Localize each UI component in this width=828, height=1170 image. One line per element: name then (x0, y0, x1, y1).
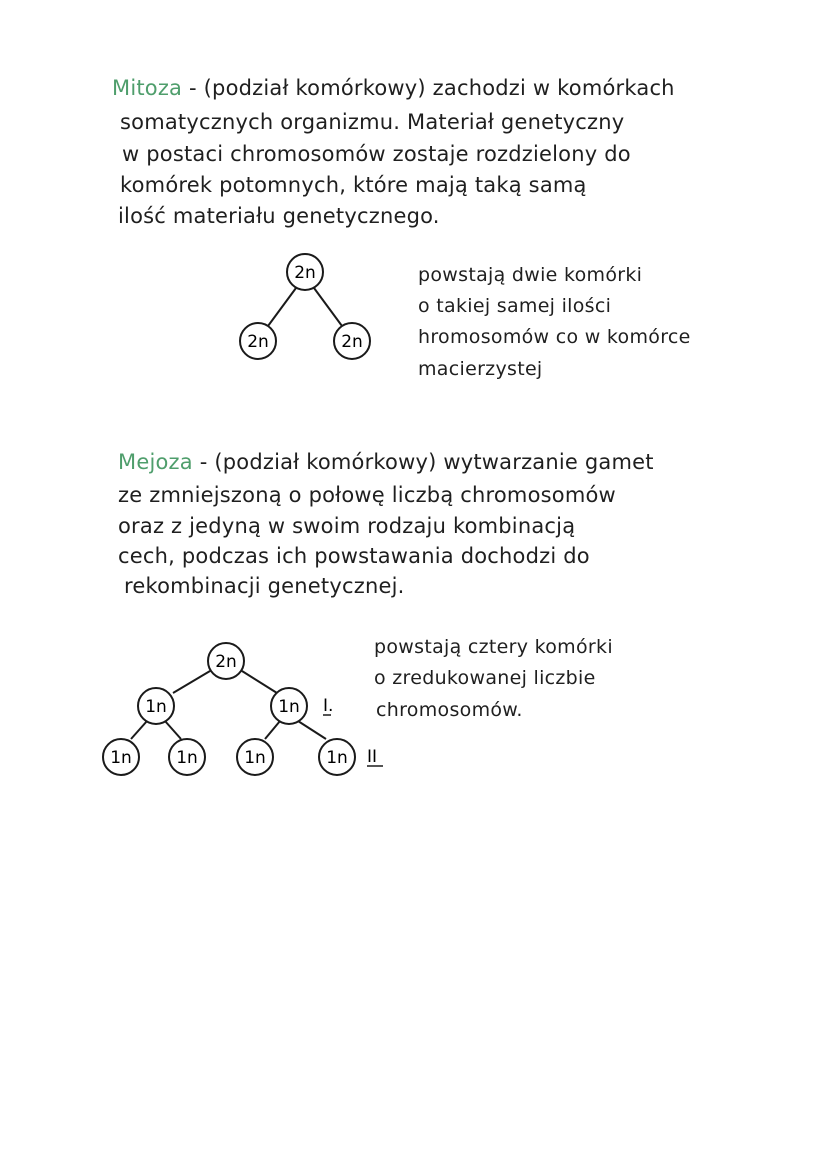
mitosis-note-line-2: o takiej samej ilości (418, 295, 612, 317)
meiosis-level1-cell-right (271, 688, 307, 724)
meiosis-level2-cell-3 (237, 739, 273, 775)
mitosis-line-1: Mitoza - (podział komórkowy) zachodzi w komórkach (112, 76, 675, 100)
mitosis-line-2: somatycznych organizmu. Materiał genetyczny (120, 110, 625, 134)
svg-text:1n: 1n (145, 697, 167, 717)
mitosis-line-5: ilość materiału genetycznego. (118, 204, 440, 228)
meiosis-note-line-3: chromosomów. (376, 699, 523, 721)
meiosis-line-3: oraz z jedyną w swoim rodzaju kombinacją (118, 514, 576, 538)
meiosis-level2-cell-2 (169, 739, 205, 775)
mitosis-note-line-3: hromosomów co w komórce (418, 326, 691, 348)
mitosis-line-4: komórek potomnych, które mają taką samą (120, 173, 587, 197)
meiosis-edge-root-left (173, 671, 210, 693)
meiosis-level2-cell-4 (319, 739, 355, 775)
svg-text:1n: 1n (278, 697, 300, 717)
svg-text:1n: 1n (110, 748, 132, 768)
meiosis-level2-cell-1 (103, 739, 139, 775)
mitosis-line-3: w postaci chromosomów zostaje rozdzielony do (122, 142, 631, 166)
meiosis-edge-root-right (242, 671, 277, 693)
svg-text:2n: 2n (294, 263, 316, 283)
meiosis-edge-r-left (265, 721, 280, 739)
meiosis-note-line-1: powstają cztery komórki (374, 636, 613, 658)
svg-text:1n: 1n (176, 748, 198, 768)
svg-text:1n: 1n (326, 748, 348, 768)
meiosis-line-4: cech, podczas ich powstawania dochodzi do (118, 544, 590, 568)
svg-text:2n: 2n (341, 332, 363, 352)
meiosis-diagram (95, 635, 405, 785)
meiosis-line-5: rekombinacji genetycznej. (124, 574, 405, 598)
meiosis-term: Mejoza (118, 450, 193, 474)
svg-text:2n: 2n (215, 652, 237, 672)
svg-text:1n: 1n (244, 748, 266, 768)
meiosis-root-cell (208, 643, 244, 679)
meiosis-edge-l-right (165, 721, 181, 739)
svg-text:2n: 2n (247, 332, 269, 352)
meiosis-edge-l-left (131, 721, 147, 739)
mitosis-term: Mitoza (112, 76, 183, 100)
mitosis-note-line-4: macierzystej (418, 358, 543, 380)
division-label-first: I. (323, 696, 334, 716)
meiosis-edge-r-right (298, 721, 326, 739)
division-label-second: II (367, 747, 378, 767)
meiosis-note-line-2: o zredukowanej liczbie (374, 667, 596, 689)
mitosis-note-line-1: powstają dwie komórki (418, 264, 643, 286)
meiosis-line-1: Mejoza - (podział komórkowy) wytwarzanie gamet (118, 450, 654, 474)
meiosis-line-2: ze zmniejszoną o połowę liczbą chromosomów (118, 483, 616, 507)
meiosis-level1-cell-left (138, 688, 174, 724)
